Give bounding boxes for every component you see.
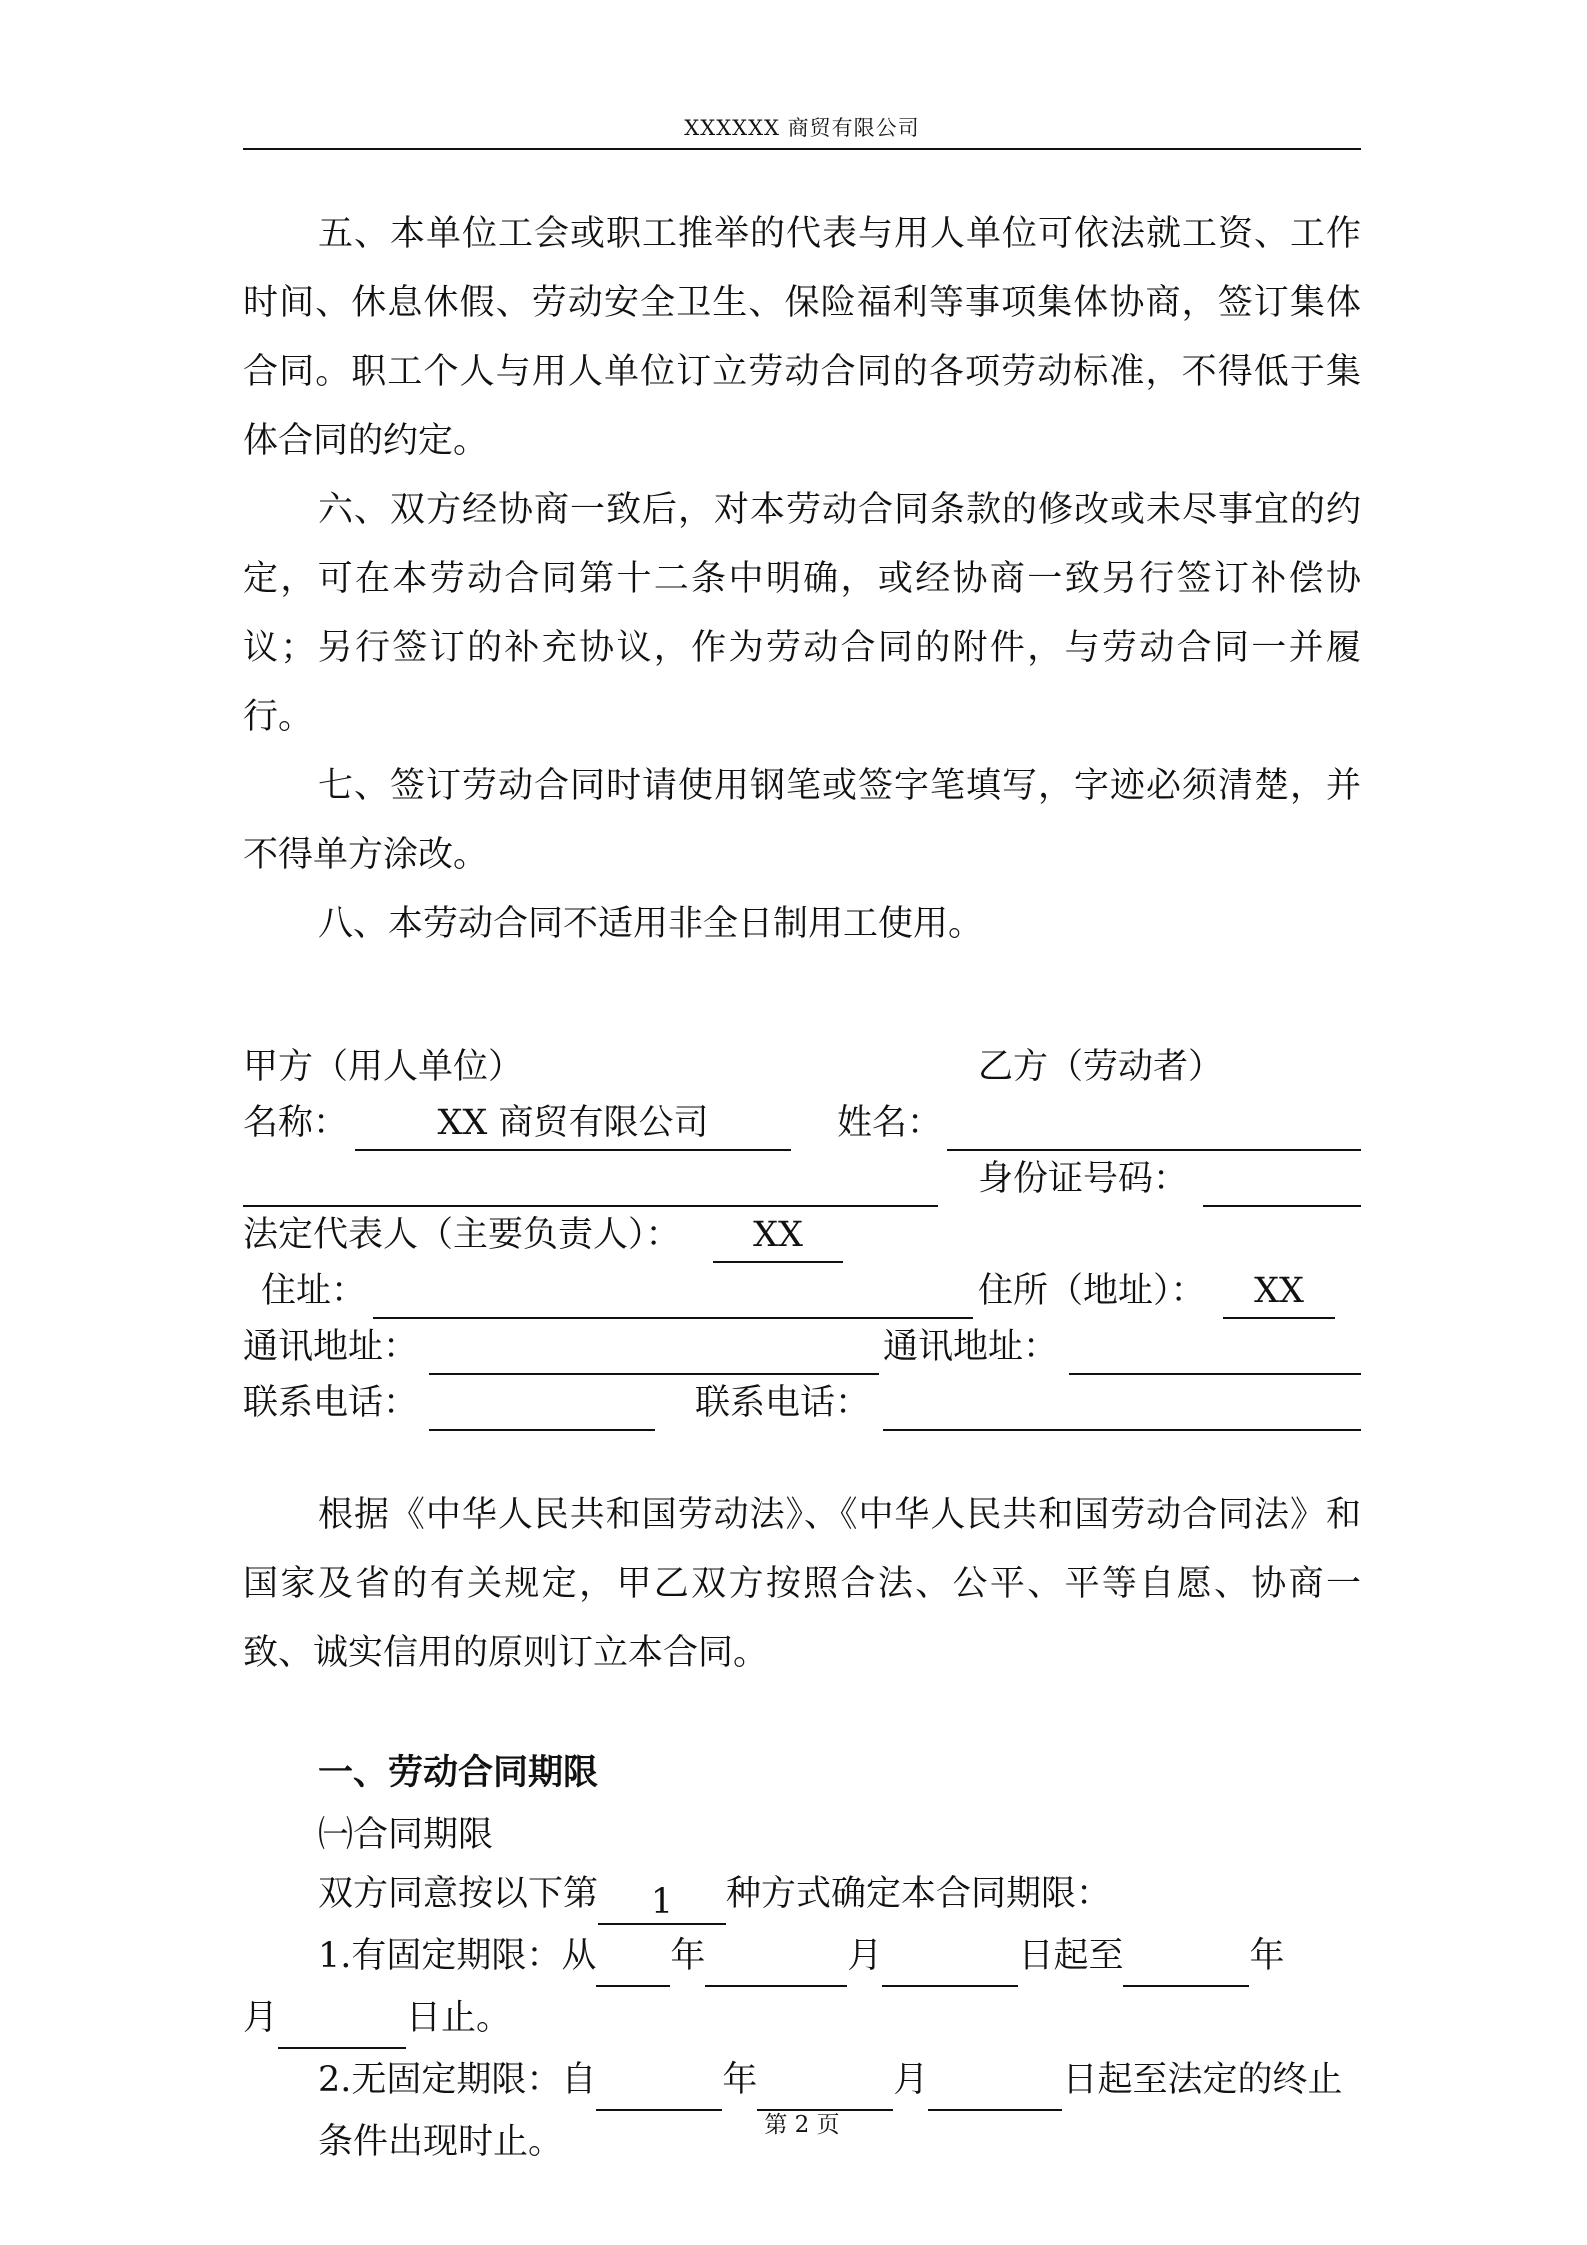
end-month-label: 月	[243, 1998, 279, 2038]
residence-value: XX	[1254, 1271, 1304, 1311]
clause-8: 八、本劳动合同不适用非全日制用工使用。	[318, 904, 984, 944]
address-label: 住址：	[261, 1271, 367, 1311]
id-label: 身份证号码：	[978, 1159, 1189, 1199]
name-value: XX 商贸有限公司	[437, 1103, 709, 1143]
section-heading: 一、劳动合同期限	[318, 1752, 599, 1793]
fixed-month-field[interactable]	[705, 1939, 847, 1987]
mail-field-b[interactable]	[1069, 1319, 1361, 1375]
end-year-label: 年	[1249, 1936, 1285, 1976]
document-body	[243, 200, 1361, 2173]
mail-label-a: 通讯地址：	[243, 1327, 419, 1367]
fixed-day-field[interactable]	[882, 1939, 1018, 1987]
intro-paragraph: 根据《中华人民共和国劳动法》、《中华人民共和国劳动合同法》和国家及省的有关规定，甲乙双方按照合法、公平、平等自愿、协商一致、诚实信用的原则订立本合同。	[243, 1495, 1361, 1673]
open-suffix: 日起至法定的终止条件出现时止。	[318, 2060, 1343, 2162]
phone-row	[243, 1375, 1361, 1431]
choice-suffix: 种方式确定本合同期限：	[726, 1874, 1112, 1914]
name-field[interactable]	[355, 1095, 791, 1151]
id-row	[243, 1151, 1361, 1207]
phone-field-b[interactable]	[883, 1375, 1361, 1431]
choice-prefix: 双方同意按以下第	[318, 1874, 599, 1914]
fixed-month-label: 月	[847, 1936, 883, 1976]
residence-field[interactable]	[1223, 1263, 1335, 1319]
legal-rep-field[interactable]	[713, 1207, 843, 1263]
fixed-year-label: 年	[670, 1936, 706, 1976]
choice-field[interactable]: 1	[598, 1877, 726, 1925]
end-year-field[interactable]	[1123, 1939, 1249, 1987]
address-row	[243, 1263, 1361, 1319]
fixed-prefix: 1.有固定期限：从	[318, 1936, 597, 1976]
open-month-field[interactable]	[757, 2063, 893, 2111]
name-label: 名称：	[243, 1103, 349, 1143]
clause-7: 七、签订劳动合同时请使用钢笔或签字笔填写，字迹必须清楚，并不得单方涂改。	[243, 766, 1361, 875]
address-field[interactable]	[373, 1263, 973, 1319]
term-choice-line	[243, 1863, 1361, 1925]
legal-rep-label: 法定代表人（主要负责人）：	[243, 1215, 681, 1255]
subsection-heading: ㈠合同期限	[318, 1815, 494, 1855]
mail-row	[243, 1319, 1361, 1375]
surname-field[interactable]	[947, 1095, 1361, 1151]
fixed-year-field[interactable]	[596, 1939, 670, 1987]
mail-field-a[interactable]	[429, 1319, 879, 1375]
page-header: XXXXXX 商贸有限公司	[684, 116, 920, 140]
legal-rep-value: XX	[753, 1215, 803, 1255]
open-month-label: 月	[893, 2060, 929, 2100]
mail-label-b: 通讯地址：	[883, 1327, 1059, 1367]
name-row	[243, 1095, 1361, 1151]
fixed-term-line	[243, 1925, 1361, 1987]
phone-label-b: 联系电话：	[695, 1383, 871, 1423]
open-year-field[interactable]	[596, 2063, 722, 2111]
phone-label-a: 联系电话：	[243, 1383, 419, 1423]
page-footer: 第 2 页	[764, 2112, 840, 2138]
blank-field[interactable]	[243, 1151, 938, 1207]
fixed-term-line-2	[243, 1987, 1361, 2049]
party-titles-row	[243, 1039, 1361, 1095]
clause-5: 五、本单位工会或职工推举的代表与用人单位可依法就工资、工作时间、休息休假、劳动安全卫生、保险福利等事项集体协商，签订集体合同。职工个人与用人单位订立劳动合同的各项劳动标准，不得低于集体合同的约定。	[243, 214, 1361, 461]
header-rule	[243, 148, 1361, 150]
party-b-title: 乙方（劳动者）	[978, 1047, 1224, 1087]
open-day-field[interactable]	[928, 2063, 1062, 2111]
surname-label: 姓名：	[837, 1103, 943, 1143]
party-a-title: 甲方（用人单位）	[243, 1047, 524, 1087]
open-prefix: 2.无固定期限：自	[318, 2060, 597, 2100]
clause-6: 六、双方经协商一致后，对本劳动合同条款的修改或未尽事宜的约定，可在本劳动合同第十二条中明确，或经协商一致另行签订补偿协议；另行签订的补充协议，作为劳动合同的附件，与劳动合同一并履行。	[243, 490, 1361, 737]
end-day-field[interactable]	[278, 2001, 406, 2049]
open-year-label: 年	[722, 2060, 758, 2100]
phone-field-a[interactable]	[429, 1375, 655, 1431]
legal-rep-row	[243, 1207, 1361, 1263]
id-field[interactable]	[1203, 1151, 1361, 1207]
fixed-day-from: 日起至	[1018, 1936, 1124, 1976]
end-day-label: 日止。	[406, 1998, 512, 2038]
residence-label: 住所（地址）：	[978, 1271, 1206, 1311]
